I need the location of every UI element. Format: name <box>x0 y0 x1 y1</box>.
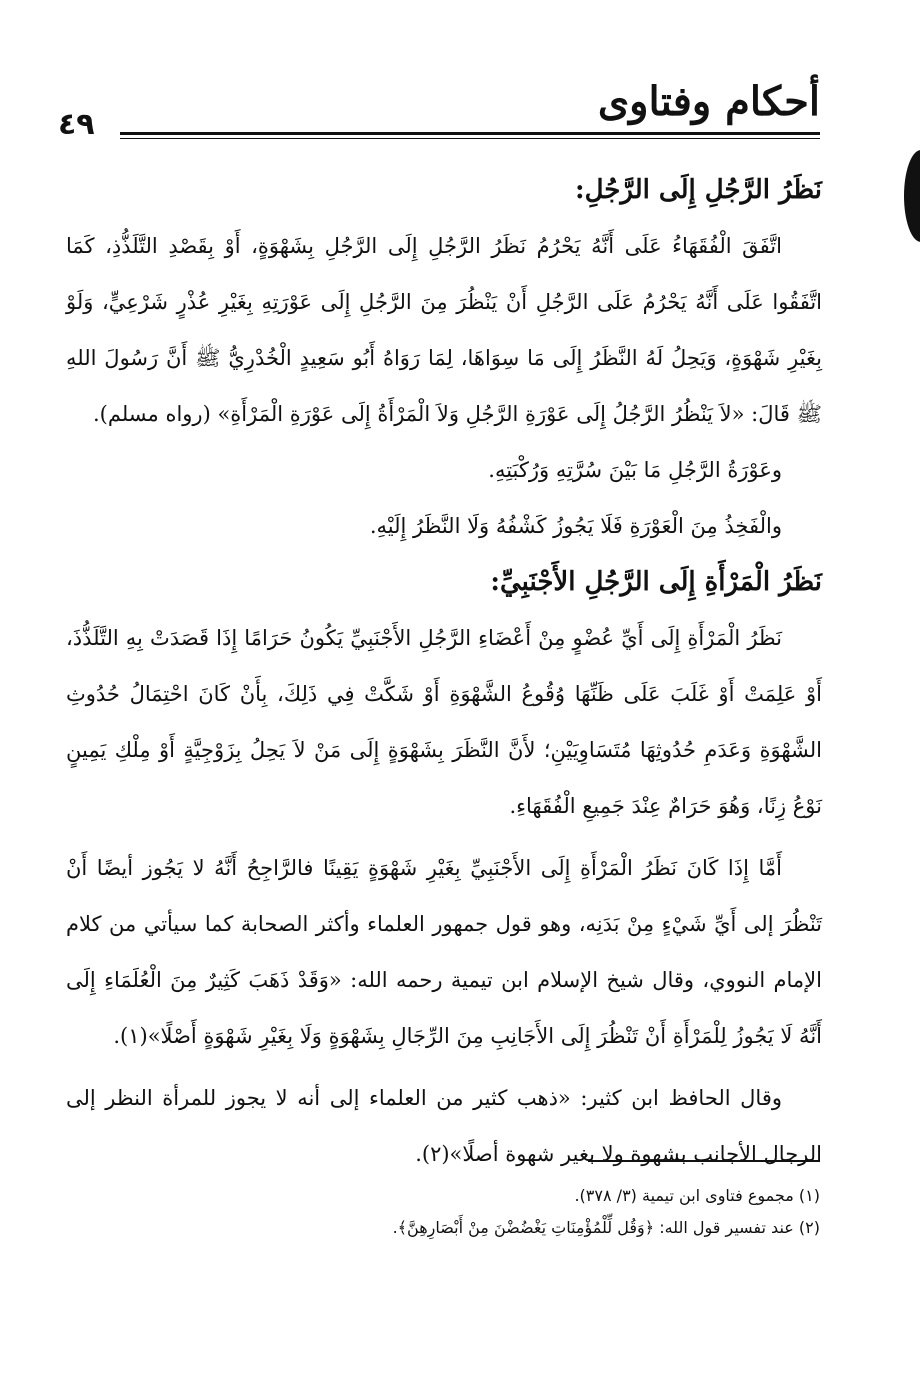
paragraph: وعَوْرَةُ الرَّجُلِ مَا بَيْنَ سُرَّتِهِ وَرُكْبَتِهِ. <box>488 458 782 482</box>
footnotes <box>200 1180 820 1244</box>
book-title: أحكام وفتاوى <box>597 78 820 125</box>
section-heading-woman-to-man: نَظَرُ الْمَرْأَةِ إِلَى الرَّجُلِ الأَجْنَبِيِّ: <box>490 567 822 597</box>
paragraph: اتَّفَقَ الْفُقَهَاءُ عَلَى أَنَّهُ يَحْرُمُ نَظَرُ الرَّجُلِ إِلَى الرَّجُلِ بِشَهْوَةٍ، أَوْ بِقَصْدِ التَّلَذُّذِ، كَمَا اتَّفَقُوا عَلَى أَنَّهُ يَحْرُمُ عَلَى الرَّجُلِ أَنْ يَنْظُرَ مِنَ الرَّجُلِ إِلَى عَوْرَتِهِ بِغَيْرِ عُذْرٍ شَرْعِيٍّ، وَلَوْ بِغَيْرِ شَهْوَةٍ، وَيَحِلُ لَهُ النَّظَرُ إِلَى مَا سِوَاهَا، لِمَا رَوَاهُ أَبُو سَعِيدٍ الْخُدْرِيُّ ﷺ أَنَّ رَسُولَ اللهِ ﷺ قَالَ: «لاَ يَنْظُرُ الرَّجُلُ إِلَى عَوْرَةِ الرَّجُلِ وَلاَ الْمَرْأَةُ إِلَى عَوْرَةِ الْمَرْأَةِ» (رواه مسلم). <box>66 234 822 426</box>
footnote-divider <box>588 1160 820 1162</box>
scan-edge-mark <box>904 150 920 242</box>
footnote-2: (٢) عند تفسير قول الله: ﴿وَقُل لِّلْمُؤْمِنَاتِ يَغْضُضْنَ مِنْ أَبْصَارِهِنَّ﴾. <box>392 1218 820 1237</box>
page-header <box>58 72 820 144</box>
page-body <box>66 162 822 1166</box>
page-number: ٤٩ <box>58 107 95 142</box>
paragraph: نَظَرُ الْمَرْأَةِ إِلَى أَيِّ عُضْوٍ مِنْ أَعْضَاءِ الرَّجُلِ الأَجْنَبِيِّ يَكُونُ حَرَامًا إِذَا قَصَدَتْ بِهِ التَّلَذُّذَ، أَوْ عَلِمَتْ أَوْ غَلَبَ عَلَى ظَنِّهَا وُقُوعُ الشَّهْوَةِ أَوْ شَكَّتْ فِي ذَلِكَ، بِأَنْ كَانَ احْتِمَالُ حُدُوثِ الشَّهْوَةِ وَعَدَمِ حُدُوثِهَا مُتَسَاوِيَيْنِ؛ لأَنَّ النَّظَرَ بِشَهْوَةٍ إِلَى مَنْ لاَ يَحِلُ بِزَوْجِيَّةٍ أَوْ مِلْكِ يَمِينٍ نَوْعُ زِنًا، وَهُوَ حَرَامٌ عِنْدَ جَمِيعِ الْفُقَهَاءِ. <box>66 626 822 818</box>
section-heading-man-to-man: نَظَرُ الرَّجُلِ إِلَى الرَّجُلِ: <box>575 175 822 205</box>
paragraph: والْفَخِذُ مِنَ الْعَوْرَةِ فَلَا يَجُوزُ كَشْفُهُ وَلَا النَّظَرُ إِلَيْهِ. <box>369 514 782 538</box>
header-divider <box>120 132 820 139</box>
paragraph: وقال الحافظ ابن كثير: «ذهب كثير من العلماء إلى أنه لا يجوز للمرأة النظر إلى الرجال الأجانب بشهوة ولا بغير شهوة أصلًا»(٢). <box>66 1086 822 1166</box>
footnote-1: (١) مجموع فتاوى ابن تيمية (٣/ ٣٧٨). <box>574 1186 820 1205</box>
paragraph: أَمَّا إِذَا كَانَ نَظَرُ الْمَرْأَةِ إِلَى الأَجْنَبِيِّ بِغَيْرِ شَهْوَةٍ يَقِينًا فالرَّاجِحُ أَنَّهُ لا يَجُوز أيضًا أَنْ تَنْظُرَ إلى أَيِّ شَيْءٍ مِنْ بَدَنِه، وهو قول جمهور العلماء وأكثر الصحابة كما سيأتي من كلام الإمام النووي، وقال شيخ الإسلام ابن تيمية رحمه الله: «وَقَدْ ذَهَبَ كَثِيرٌ مِنَ الْعُلَمَاءِ إِلَى أَنَّهُ لَا يَجُوزُ لِلْمَرْأَةِ أَنْ تَنْظُرَ إِلَى الأَجَانِبِ مِنَ الرِّجَالِ بِشَهْوَةٍ وَلَا بِغَيْرِ شَهْوَةٍ أَصْلًا»(١). <box>66 856 822 1048</box>
